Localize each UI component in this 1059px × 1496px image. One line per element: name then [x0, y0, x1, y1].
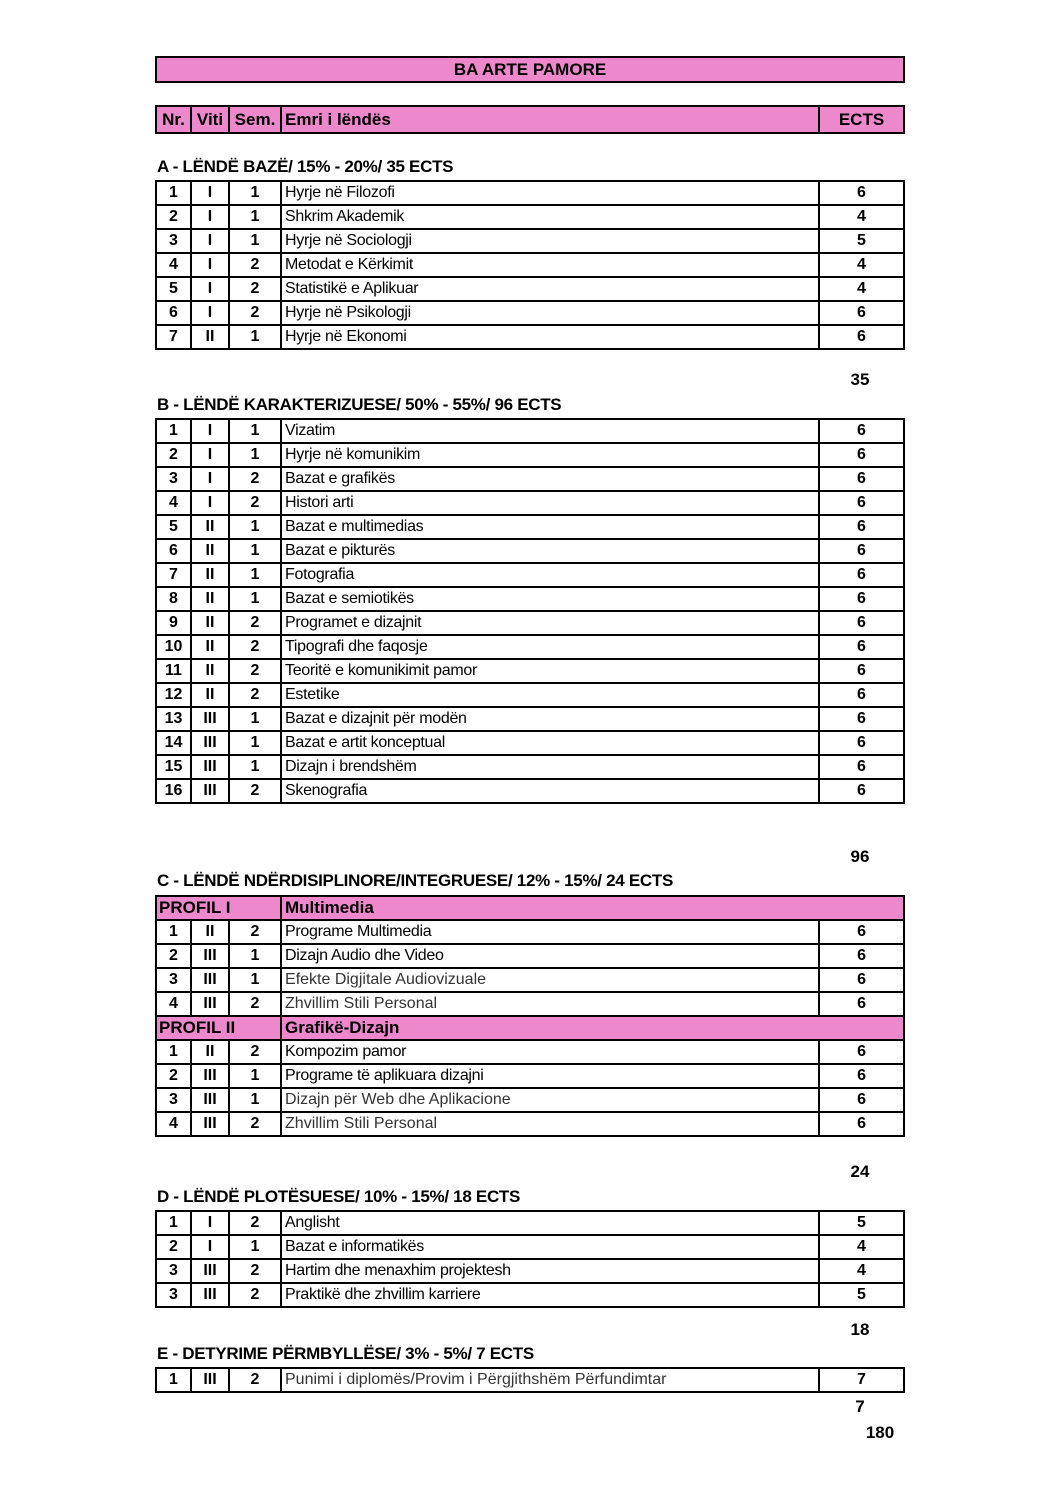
row-ects: 4	[819, 205, 904, 229]
row-sem: 2	[229, 1040, 281, 1064]
course-name: Zhvillim Stili Personal	[281, 1112, 819, 1136]
table-row	[156, 1211, 904, 1235]
header-nr: Nr.	[157, 107, 192, 132]
row-viti: III	[191, 1088, 229, 1112]
course-name: Metodat e Kërkimit	[281, 253, 819, 277]
row-ects: 6	[819, 944, 904, 968]
row-viti: III	[191, 968, 229, 992]
header-course-name: Emri i lëndës	[282, 107, 820, 132]
row-viti: III	[191, 1368, 229, 1392]
row-ects: 6	[819, 707, 904, 731]
course-name: Shkrim Akademik	[281, 205, 819, 229]
row-viti: I	[191, 229, 229, 253]
row-viti: III	[191, 1259, 229, 1283]
row-viti: III	[191, 1064, 229, 1088]
row-nr: 7	[156, 563, 191, 587]
row-viti: I	[191, 467, 229, 491]
row-viti: II	[191, 683, 229, 707]
course-name: Dizajn Audio dhe Video	[281, 944, 819, 968]
course-name: Hyrje në Sociologji	[281, 229, 819, 253]
course-name: Hyrje në Psikologji	[281, 301, 819, 325]
profile-label: PROFIL II	[156, 1016, 281, 1040]
row-nr: 4	[156, 992, 191, 1016]
row-sem: 2	[229, 301, 281, 325]
row-viti: II	[191, 1040, 229, 1064]
course-name: Anglisht	[281, 1211, 819, 1235]
row-sem: 2	[229, 659, 281, 683]
row-sem: 1	[229, 1064, 281, 1088]
document-title: BA ARTE PAMORE	[155, 56, 905, 83]
course-name: Hartim dhe menaxhim projektesh	[281, 1259, 819, 1283]
row-viti: II	[191, 539, 229, 563]
row-nr: 1	[156, 1368, 191, 1392]
row-viti: I	[191, 277, 229, 301]
table-row	[156, 467, 904, 491]
section-d-total: 18	[850, 1320, 870, 1339]
header-viti: Viti	[192, 107, 230, 132]
section-a-total: 35	[850, 370, 870, 389]
profile-name: Grafikë-Dizajn	[281, 1016, 904, 1040]
table-row	[156, 301, 904, 325]
course-name: Statistikë e Aplikuar	[281, 277, 819, 301]
row-nr: 8	[156, 587, 191, 611]
row-sem: 2	[229, 491, 281, 515]
course-name: Bazat e semiotikës	[281, 587, 819, 611]
row-viti: II	[191, 515, 229, 539]
row-viti: I	[191, 301, 229, 325]
row-ects: 6	[819, 515, 904, 539]
row-sem: 2	[229, 277, 281, 301]
row-sem: 1	[229, 443, 281, 467]
row-sem: 1	[229, 515, 281, 539]
table-row	[156, 539, 904, 563]
course-name: Dizajn i brendshëm	[281, 755, 819, 779]
section-c-table	[155, 895, 905, 1137]
row-viti: II	[191, 563, 229, 587]
row-viti: III	[191, 779, 229, 803]
row-viti: III	[191, 1283, 229, 1307]
course-name: Dizajn për Web dhe Aplikacione	[281, 1088, 819, 1112]
profile-name: Multimedia	[281, 896, 904, 920]
profile-header-row	[156, 1016, 904, 1040]
course-name: Programe të aplikuara dizajni	[281, 1064, 819, 1088]
row-viti: III	[191, 707, 229, 731]
row-nr: 3	[156, 229, 191, 253]
table-row	[156, 683, 904, 707]
table-row	[156, 443, 904, 467]
table-row	[156, 325, 904, 349]
table-row	[156, 992, 904, 1016]
row-ects: 6	[819, 539, 904, 563]
row-ects: 4	[819, 253, 904, 277]
row-viti: III	[191, 944, 229, 968]
table-row	[156, 1040, 904, 1064]
course-name: Bazat e artit konceptual	[281, 731, 819, 755]
course-name: Zhvillim Stili Personal	[281, 992, 819, 1016]
row-ects: 6	[819, 467, 904, 491]
row-sem: 1	[229, 944, 281, 968]
section-e-title: E - DETYRIME PËRMBYLLËSE/ 3% - 5%/ 7 ECTS	[157, 1344, 534, 1363]
table-row	[156, 1088, 904, 1112]
section-a-table	[155, 180, 905, 350]
row-ects: 6	[819, 301, 904, 325]
row-ects: 6	[819, 992, 904, 1016]
section-e-table	[155, 1367, 905, 1393]
course-name: Skenografia	[281, 779, 819, 803]
table-row	[156, 1283, 904, 1307]
table-row	[156, 229, 904, 253]
row-nr: 1	[156, 920, 191, 944]
row-viti: I	[191, 181, 229, 205]
row-sem: 1	[229, 325, 281, 349]
table-row	[156, 707, 904, 731]
table-row	[156, 419, 904, 443]
table-row	[156, 611, 904, 635]
row-sem: 1	[229, 229, 281, 253]
course-name: Punimi i diplomës/Provim i Përgjithshëm Përfundimtar	[281, 1368, 819, 1392]
row-viti: I	[191, 443, 229, 467]
section-c-total: 24	[850, 1162, 870, 1181]
row-viti: III	[191, 731, 229, 755]
row-ects: 5	[819, 1211, 904, 1235]
row-nr: 3	[156, 1088, 191, 1112]
table-row	[156, 944, 904, 968]
row-sem: 1	[229, 731, 281, 755]
row-ects: 4	[819, 1235, 904, 1259]
course-name: Bazat e multimedias	[281, 515, 819, 539]
row-viti: II	[191, 587, 229, 611]
course-name: Bazat e informatikës	[281, 1235, 819, 1259]
row-sem: 2	[229, 467, 281, 491]
row-viti: II	[191, 611, 229, 635]
row-sem: 2	[229, 1368, 281, 1392]
row-viti: I	[191, 253, 229, 277]
course-name: Estetike	[281, 683, 819, 707]
row-ects: 6	[819, 659, 904, 683]
course-name: Programe Multimedia	[281, 920, 819, 944]
table-row	[156, 253, 904, 277]
row-viti: II	[191, 635, 229, 659]
row-ects: 4	[819, 1259, 904, 1283]
row-ects: 6	[819, 920, 904, 944]
row-nr: 1	[156, 1211, 191, 1235]
row-ects: 6	[819, 419, 904, 443]
row-viti: III	[191, 1112, 229, 1136]
row-nr: 3	[156, 1283, 191, 1307]
row-nr: 4	[156, 491, 191, 515]
table-row	[156, 659, 904, 683]
row-ects: 6	[819, 1112, 904, 1136]
row-nr: 2	[156, 205, 191, 229]
row-nr: 1	[156, 419, 191, 443]
row-sem: 2	[229, 683, 281, 707]
course-name: Bazat e grafikës	[281, 467, 819, 491]
course-name: Efekte Digjitale Audiovizuale	[281, 968, 819, 992]
table-row	[156, 1235, 904, 1259]
row-sem: 1	[229, 539, 281, 563]
table-row	[156, 635, 904, 659]
course-name: Bazat e pikturës	[281, 539, 819, 563]
section-b-title: B - LËNDË KARAKTERIZUESE/ 50% - 55%/ 96 ECTS	[157, 395, 562, 414]
table-row	[156, 920, 904, 944]
row-sem: 1	[229, 707, 281, 731]
row-sem: 2	[229, 611, 281, 635]
row-viti: I	[191, 1235, 229, 1259]
row-ects: 6	[819, 563, 904, 587]
row-ects: 6	[819, 968, 904, 992]
row-nr: 6	[156, 539, 191, 563]
row-sem: 2	[229, 779, 281, 803]
row-viti: I	[191, 1211, 229, 1235]
course-name: Tipografi dhe faqosje	[281, 635, 819, 659]
table-row	[156, 491, 904, 515]
row-nr: 4	[156, 253, 191, 277]
row-ects: 5	[819, 1283, 904, 1307]
row-nr: 6	[156, 301, 191, 325]
row-sem: 1	[229, 563, 281, 587]
row-ects: 6	[819, 587, 904, 611]
header-sem: Sem.	[230, 107, 282, 132]
course-name: Fotografia	[281, 563, 819, 587]
course-name: Kompozim pamor	[281, 1040, 819, 1064]
table-row	[156, 1368, 904, 1392]
section-b-total: 96	[850, 847, 870, 866]
course-name: Bazat e dizajnit për modën	[281, 707, 819, 731]
row-ects: 6	[819, 181, 904, 205]
table-row	[156, 277, 904, 301]
row-nr: 4	[156, 1112, 191, 1136]
row-viti: II	[191, 325, 229, 349]
row-nr: 3	[156, 467, 191, 491]
course-name: Vizatim	[281, 419, 819, 443]
row-viti: I	[191, 491, 229, 515]
table-row	[156, 1259, 904, 1283]
grand-total: 180	[865, 1423, 895, 1442]
section-d-table	[155, 1210, 905, 1308]
row-nr: 3	[156, 968, 191, 992]
row-ects: 6	[819, 491, 904, 515]
row-nr: 16	[156, 779, 191, 803]
section-d-title: D - LËNDË PLOTËSUESE/ 10% - 15%/ 18 ECTS	[157, 1187, 521, 1206]
section-e-total: 7	[855, 1397, 865, 1416]
table-row	[156, 1064, 904, 1088]
row-sem: 2	[229, 1283, 281, 1307]
row-viti: III	[191, 992, 229, 1016]
row-nr: 13	[156, 707, 191, 731]
row-nr: 1	[156, 1040, 191, 1064]
table-row	[156, 205, 904, 229]
row-nr: 5	[156, 515, 191, 539]
table-row	[156, 181, 904, 205]
row-ects: 6	[819, 731, 904, 755]
table-row	[156, 968, 904, 992]
row-sem: 2	[229, 920, 281, 944]
row-ects: 6	[819, 611, 904, 635]
row-nr: 11	[156, 659, 191, 683]
course-name: Hyrje në Ekonomi	[281, 325, 819, 349]
row-ects: 6	[819, 779, 904, 803]
row-sem: 1	[229, 587, 281, 611]
row-ects: 6	[819, 635, 904, 659]
row-ects: 6	[819, 1088, 904, 1112]
row-nr: 2	[156, 944, 191, 968]
row-nr: 14	[156, 731, 191, 755]
row-sem: 1	[229, 181, 281, 205]
row-nr: 7	[156, 325, 191, 349]
row-viti: I	[191, 419, 229, 443]
row-nr: 9	[156, 611, 191, 635]
header-ects: ECTS	[838, 110, 885, 129]
row-viti: I	[191, 205, 229, 229]
row-ects: 4	[819, 277, 904, 301]
row-nr: 10	[156, 635, 191, 659]
section-a-title: A - LËNDË BAZË/ 15% - 20%/ 35 ECTS	[157, 157, 454, 176]
row-ects: 6	[819, 1064, 904, 1088]
section-b-table	[155, 418, 905, 804]
row-ects: 7	[819, 1368, 904, 1392]
course-name: Hyrje në komunikim	[281, 443, 819, 467]
row-sem: 2	[229, 1211, 281, 1235]
row-viti: III	[191, 755, 229, 779]
row-ects: 5	[819, 229, 904, 253]
row-ects: 6	[819, 325, 904, 349]
row-ects: 6	[819, 755, 904, 779]
profile-label: PROFIL I	[156, 896, 281, 920]
row-sem: 2	[229, 992, 281, 1016]
row-nr: 2	[156, 1064, 191, 1088]
profile-header-row	[156, 896, 904, 920]
row-nr: 3	[156, 1259, 191, 1283]
row-viti: II	[191, 920, 229, 944]
table-row	[156, 731, 904, 755]
course-name: Programet e dizajnit	[281, 611, 819, 635]
course-name: Praktikë dhe zhvillim karriere	[281, 1283, 819, 1307]
table-row	[156, 755, 904, 779]
row-sem: 1	[229, 1088, 281, 1112]
row-sem: 1	[229, 755, 281, 779]
row-nr: 12	[156, 683, 191, 707]
row-sem: 2	[229, 1259, 281, 1283]
row-sem: 1	[229, 419, 281, 443]
row-nr: 1	[156, 181, 191, 205]
row-nr: 15	[156, 755, 191, 779]
table-row	[156, 1112, 904, 1136]
table-row	[156, 779, 904, 803]
row-ects: 6	[819, 1040, 904, 1064]
row-sem: 1	[229, 1235, 281, 1259]
table-row	[156, 515, 904, 539]
course-name: Histori arti	[281, 491, 819, 515]
row-sem: 2	[229, 253, 281, 277]
row-nr: 2	[156, 1235, 191, 1259]
row-sem: 1	[229, 205, 281, 229]
row-ects: 6	[819, 683, 904, 707]
row-sem: 1	[229, 968, 281, 992]
row-sem: 2	[229, 1112, 281, 1136]
course-name: Hyrje në Filozofi	[281, 181, 819, 205]
row-ects: 6	[819, 443, 904, 467]
column-header-row	[155, 105, 905, 134]
row-sem: 2	[229, 635, 281, 659]
row-nr: 2	[156, 443, 191, 467]
course-name: Teoritë e komunikimit pamor	[281, 659, 819, 683]
section-c-title: C - LËNDË NDËRDISIPLINORE/INTEGRUESE/ 12% - 15%/ 24 ECTS	[157, 871, 673, 890]
row-nr: 5	[156, 277, 191, 301]
row-viti: II	[191, 659, 229, 683]
table-row	[156, 563, 904, 587]
table-row	[156, 587, 904, 611]
